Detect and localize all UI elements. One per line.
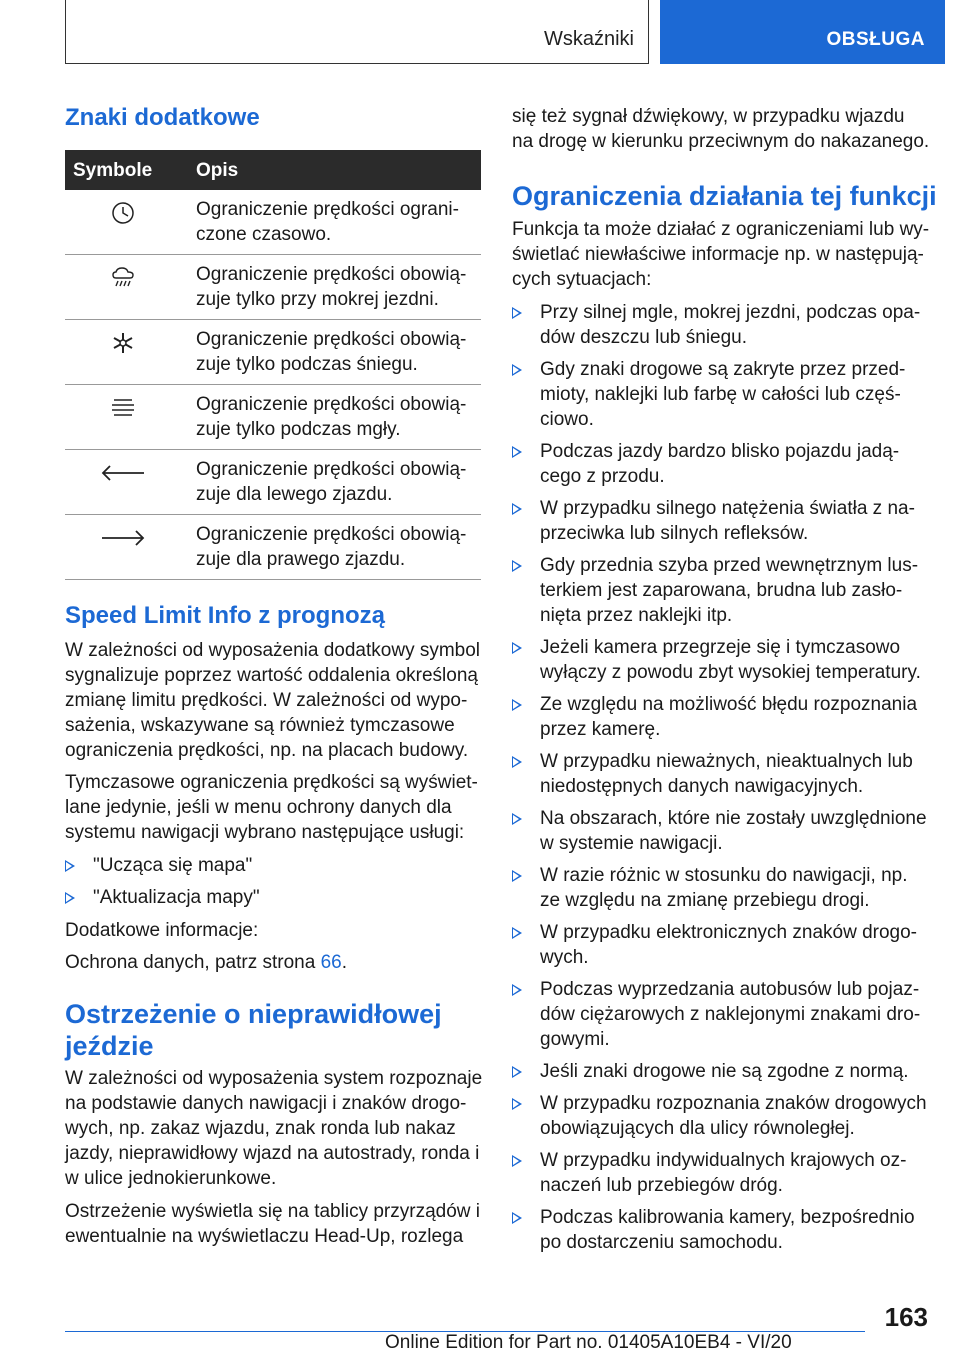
- table-row: [65, 450, 481, 515]
- bullet-triangle-icon: [512, 870, 522, 882]
- text-line: sażenia, wskazywane są również tymczasowe: [65, 715, 455, 736]
- services-list: [65, 853, 481, 910]
- bullet-triangle-icon: [512, 307, 522, 319]
- edition-footer: Online Edition for Part no. 01405A10EB4 - VI/20: [385, 1332, 792, 1353]
- text-line: Ostrzeżenie wyświetla się na tablicy przyrządów i: [65, 1201, 480, 1222]
- heading-speed-limit-info: Speed Limit Info z prognozą: [65, 602, 385, 629]
- list-item: Na obszarach, które nie zostały uwzględnione w systemie nawigacji.: [512, 806, 932, 856]
- bullet-triangle-icon: [512, 1212, 522, 1224]
- paragraph-warning-display: [65, 1199, 485, 1249]
- limitations-list: [512, 300, 932, 1255]
- section-label: Wskaźniki: [543, 28, 634, 50]
- row-text-line: Ograniczenie prędkości obowią-: [196, 329, 467, 350]
- paragraph-speed-limit-info: [65, 638, 481, 763]
- bullet-triangle-icon: [512, 927, 522, 939]
- list-item: W razie różnic w stosunku do nawigacji, np. ze względu na zmianę przebiegu drogi.: [512, 863, 932, 913]
- list-item: W przypadku elektronicznych znaków drogo- wych.: [512, 920, 932, 970]
- text-line: na podstawie danych nawigacji i znaków drogo-: [65, 1093, 467, 1114]
- bullet-triangle-icon: [512, 503, 522, 515]
- row-text-line: czone czasowo.: [196, 224, 332, 245]
- text-line: ograniczenia prędkości, np. na placach budowy.: [65, 740, 469, 761]
- list-item: Podczas jazdy bardzo blisko pojazdu jadą- cego z przodu.: [512, 439, 932, 489]
- rain-icon: [65, 263, 180, 293]
- text-line: cych sytuacjach:: [512, 269, 652, 290]
- table-header: [65, 150, 481, 190]
- paragraph-wrong-way: [65, 1066, 485, 1191]
- table-row: [65, 255, 481, 320]
- heading-function-limits: Ograniczenia działania tej funkcji: [512, 181, 937, 211]
- bullet-triangle-icon: [512, 642, 522, 654]
- row-text-line: Ograniczenie prędkości obowią-: [196, 524, 467, 545]
- page-link[interactable]: 66: [320, 952, 342, 973]
- header-symbol: Symbole: [73, 160, 153, 181]
- text-line: W zależności od wyposażenia dodatkowy symbol: [65, 640, 481, 661]
- heading-wrong-way-warning: Ostrzeżenie o nieprawidłowej jeździe: [65, 999, 442, 1061]
- data-protection-ref: Ochrona danych, patrz strona 66.: [65, 952, 348, 973]
- list-item: W przypadku rozpoznania znaków drogowych obowiązujących dla ulicy równoległej.: [512, 1091, 932, 1141]
- list-item: Podczas kalibrowania kamery, bezpośrednio po dostarczeniu samochodu.: [512, 1205, 932, 1255]
- text-line: systemu nawigacji wybrano następujące usługi:: [65, 822, 465, 843]
- symbols-table: [65, 150, 481, 580]
- text-line: zmianę limitu prędkości. W zależności od wypo-: [65, 690, 468, 711]
- snowflake-icon: [65, 328, 180, 358]
- list-item: Gdy znaki drogowe są zakryte przez przed- mioty, naklejki lub farbę w całości lub częś- ciowo.: [512, 357, 932, 432]
- text-line: na drogę w kierunku przeciwnym do nakazanego.: [512, 131, 930, 152]
- text-line: Tymczasowe ograniczenia prędkości są wyświet-: [65, 772, 478, 793]
- text-line: jazdy, nieprawidłowy wjazd na autostrady, ronda i: [65, 1143, 480, 1164]
- heading-additional-signs: Znaki dodatkowe: [65, 104, 260, 131]
- row-text-line: zuje tylko podczas mgły.: [196, 419, 401, 440]
- text-line: W zależności od wyposażenia system rozpoznaje: [65, 1068, 483, 1089]
- arrow-right-icon: [65, 523, 180, 553]
- list-item: Ze względu na możliwość błędu rozpoznania przez kamerę.: [512, 692, 932, 742]
- table-row: [65, 385, 481, 450]
- header-section-box: [65, 0, 649, 64]
- list-item: Jeżeli kamera przegrzeje się i tymczasowo wyłączy z powodu zbyt wysokiej temperatury.: [512, 635, 932, 685]
- row-text-line: zuje dla lewego zjazdu.: [196, 484, 393, 505]
- text-line: się też sygnał dźwiękowy, w przypadku wjazdu: [512, 106, 905, 127]
- bullet-triangle-icon: [65, 860, 75, 872]
- page-number: 163: [884, 1302, 928, 1332]
- table-row: [65, 190, 481, 255]
- bullet-triangle-icon: [65, 892, 75, 904]
- row-text-line: Ograniczenie prędkości obowią-: [196, 459, 467, 480]
- text-line: ewentualnie na wyświetlaczu Head-Up, rozlega: [65, 1226, 464, 1247]
- list-item: "Aktualizacja mapy": [65, 885, 481, 910]
- row-text-line: zuje tylko podczas śniegu.: [196, 354, 418, 375]
- bullet-triangle-icon: [512, 446, 522, 458]
- bullet-triangle-icon: [512, 1155, 522, 1167]
- list-item: Gdy przednia szyba przed wewnętrznym lus- terkiem jest zaparowana, brudna lub zasło- nięta przez naklejki itp.: [512, 553, 932, 628]
- text-line: lane jedynie, jeśli w menu ochrony danych dla: [65, 797, 452, 818]
- bullet-triangle-icon: [512, 756, 522, 768]
- list-item: W przypadku nieważnych, nieaktualnych lub niedostępnych danych nawigacyjnych.: [512, 749, 932, 799]
- row-text-line: Ograniczenie prędkości obowią-: [196, 394, 467, 415]
- row-text-line: zuje tylko przy mokrej jezdni.: [196, 289, 439, 310]
- bullet-triangle-icon: [512, 699, 522, 711]
- arrow-left-icon: [65, 458, 180, 488]
- text-line: Funkcja ta może działać z ograniczeniami lub wy-: [512, 219, 930, 240]
- paragraph-limits-intro: [512, 217, 932, 292]
- text-line: wych, np. zakaz wjazdu, znak ronda lub nakaz: [65, 1118, 456, 1139]
- bullet-triangle-icon: [512, 1066, 522, 1078]
- additional-info-label: Dodatkowe informacje:: [65, 920, 259, 941]
- list-item: "Ucząca się mapa": [65, 853, 481, 878]
- bullet-triangle-icon: [512, 364, 522, 376]
- list-item: Podczas wyprzedzania autobusów lub pojaz- dów ciężarowych z naklejonymi znakami dro- gowymi.: [512, 977, 932, 1052]
- list-item: W przypadku silnego natężenia światła z na- przeciwka lub silnych refleksów.: [512, 496, 932, 546]
- table-row: [65, 320, 481, 385]
- row-text-line: Ograniczenie prędkości obowią-: [196, 264, 467, 285]
- chapter-tab-label: OBSŁUGA: [826, 29, 925, 50]
- bullet-triangle-icon: [512, 560, 522, 572]
- chapter-tab[interactable]: [660, 0, 945, 64]
- paragraph-continued: [512, 104, 932, 154]
- list-item: Przy silnej mgle, mokrej jezdni, podczas opa- dów deszczu lub śniegu.: [512, 300, 932, 350]
- fog-icon: [65, 393, 180, 423]
- bullet-triangle-icon: [512, 984, 522, 996]
- bullet-triangle-icon: [512, 813, 522, 825]
- paragraph-temporary-limits: [65, 770, 481, 845]
- text-line: świetlać niewłaściwe informacje np. w następują-: [512, 244, 924, 265]
- text-line: w ulice jednokierunkowe.: [65, 1168, 277, 1189]
- row-text-line: zuje dla prawego zjazdu.: [196, 549, 406, 570]
- list-item: W przypadku indywidualnych krajowych oz- naczeń lub przebiegów dróg.: [512, 1148, 932, 1198]
- bullet-triangle-icon: [512, 1098, 522, 1110]
- text-line: sygnalizuje poprzez wartość oddalenia określoną: [65, 665, 478, 686]
- clock-icon: [65, 198, 180, 228]
- header-description: Opis: [196, 160, 239, 181]
- table-row: [65, 515, 481, 580]
- row-text-line: Ograniczenie prędkości ograni-: [196, 199, 459, 220]
- list-item: Jeśli znaki drogowe nie są zgodne z normą.: [512, 1059, 932, 1084]
